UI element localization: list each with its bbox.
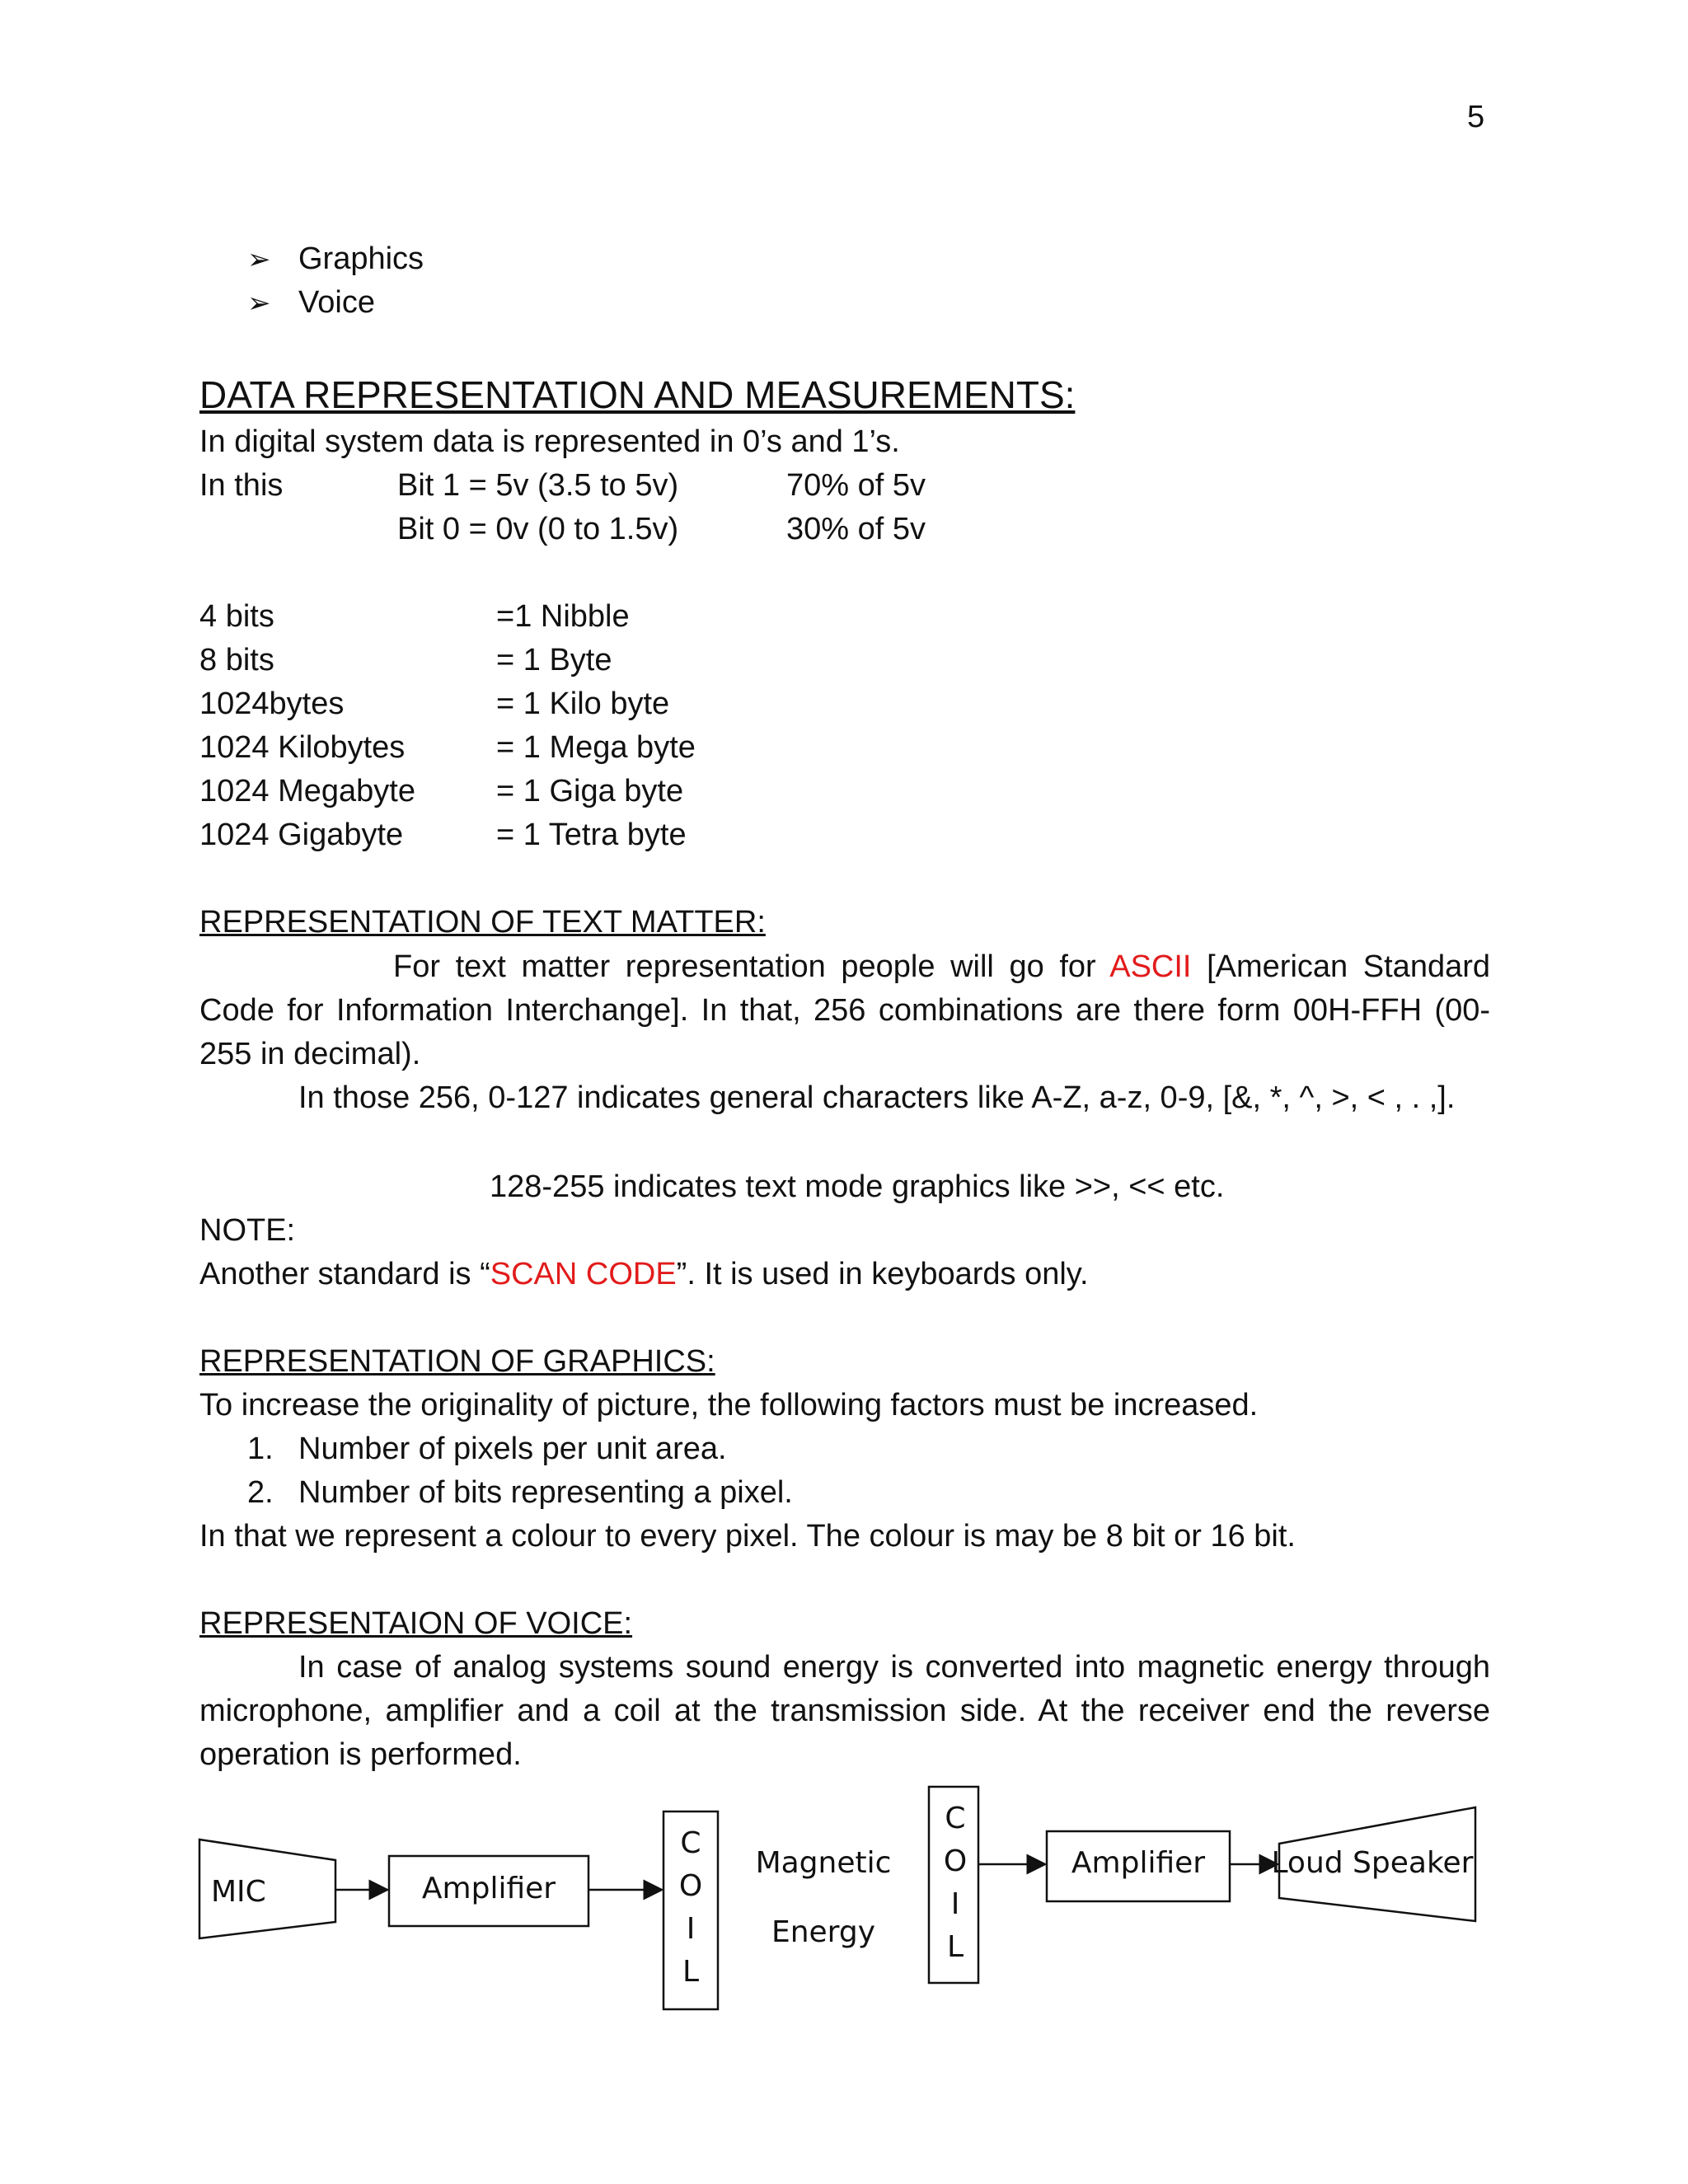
note-text-a: Another standard is “ xyxy=(199,1257,490,1291)
unit-right: =1 Nibble xyxy=(496,599,630,634)
graphics-outro: In that we represent a colour to every pixel. The colour is may be 8 bit or 16 bit. xyxy=(199,1519,1296,1554)
coil-rx-letter: C xyxy=(945,1802,966,1835)
list-item: 2. Number of bits representing a pixel. xyxy=(247,1475,793,1510)
list-item-text: Number of bits representing a pixel. xyxy=(298,1475,793,1510)
list-item-text: Number of pixels per unit area. xyxy=(298,1432,727,1466)
data-rep-intro: In digital system data is represented in 0’s and 1’s. xyxy=(199,424,900,459)
bit0-percentage: 30% of 5v xyxy=(786,512,926,546)
page-number: 5 xyxy=(1467,100,1485,134)
magnetic-label: Magnetic xyxy=(755,1846,892,1880)
scan-code-highlight: SCAN CODE xyxy=(490,1257,677,1291)
unit-right: = 1 Giga byte xyxy=(496,774,684,808)
arrow-bullet-icon: ➢ xyxy=(247,288,271,319)
coil-tx-letter: I xyxy=(686,1912,696,1946)
coil-tx-letter: L xyxy=(682,1955,700,1989)
note-text-b: ”. It is used in keyboards only. xyxy=(676,1257,1089,1291)
amplifier-tx-label: Amplifier xyxy=(421,1872,556,1905)
heading-data-representation: DATA REPRESENTATION AND MEASUREMENTS: xyxy=(199,373,1076,416)
energy-label: Energy xyxy=(771,1915,876,1949)
heading-graphics: REPRESENTATION OF GRAPHICS: xyxy=(199,1344,715,1379)
arrow-bullet-icon: ➢ xyxy=(247,244,271,275)
mic-label: MIC xyxy=(211,1875,266,1909)
coil-rx-letter: O xyxy=(943,1844,968,1878)
unit-right: = 1 Mega byte xyxy=(496,730,696,765)
speaker-label: Loud Speaker xyxy=(1271,1846,1474,1880)
ascii-text-a: For text matter representation people will go for xyxy=(393,949,1096,984)
bit0-definition: Bit 0 = 0v (0 to 1.5v) xyxy=(397,512,679,546)
unit-left: 1024 Gigabyte xyxy=(199,818,404,852)
graphics-intro: To increase the originality of picture, the following factors must be increased. xyxy=(199,1388,1259,1422)
voice-text: In case of analog systems sound energy is converted into magnetic energy through microphone, amplifier and a coil at the transmission side. At the receiver end the reverse operation is performed. xyxy=(199,1650,1490,1772)
unit-right: = 1 Kilo byte xyxy=(496,687,670,721)
unit-left: 1024 Megabyte xyxy=(199,774,415,808)
unit-left: 4 bits xyxy=(199,599,274,634)
chars-text: In those 256, 0-127 indicates general characters like A-Z, a-z, 0-9, [&, *, ^, >, < , . ,]. xyxy=(298,1080,1456,1115)
bullet-text: Graphics xyxy=(298,241,424,276)
in-this-label: In this xyxy=(199,468,284,503)
note-label: NOTE: xyxy=(199,1213,296,1248)
bit1-definition: Bit 1 = 5v (3.5 to 5v) xyxy=(397,468,679,503)
coil-rx-letter: L xyxy=(946,1930,964,1964)
unit-left: 8 bits xyxy=(199,643,274,677)
unit-left: 1024 Kilobytes xyxy=(199,730,406,765)
coil-rx-letter: I xyxy=(950,1887,960,1921)
ascii-text-b: [American Standard Code for Information Interchange]. In that, 256 combinations are there form 00H-FFH (00-255 in decimal). xyxy=(199,949,1491,1071)
graphics-range-line: 128-255 indicates text mode graphics like >>, << etc. xyxy=(490,1169,1225,1204)
unit-right: = 1 Tetra byte xyxy=(496,818,687,852)
coil-tx-letter: C xyxy=(680,1826,701,1860)
list-item: 1. Number of pixels per unit area. xyxy=(247,1432,727,1466)
bit1-percentage: 70% of 5v xyxy=(786,468,926,503)
ascii-highlight: ASCII xyxy=(1109,949,1192,984)
coil-tx-letter: O xyxy=(678,1869,703,1903)
bullet-text: Voice xyxy=(298,285,375,320)
heading-text-matter: REPRESENTATION OF TEXT MATTER: xyxy=(199,905,766,940)
unit-left: 1024bytes xyxy=(199,687,345,721)
unit-right: = 1 Byte xyxy=(496,643,612,677)
heading-voice: REPRESENTAION OF VOICE: xyxy=(199,1606,633,1641)
amplifier-rx-label: Amplifier xyxy=(1071,1846,1206,1880)
